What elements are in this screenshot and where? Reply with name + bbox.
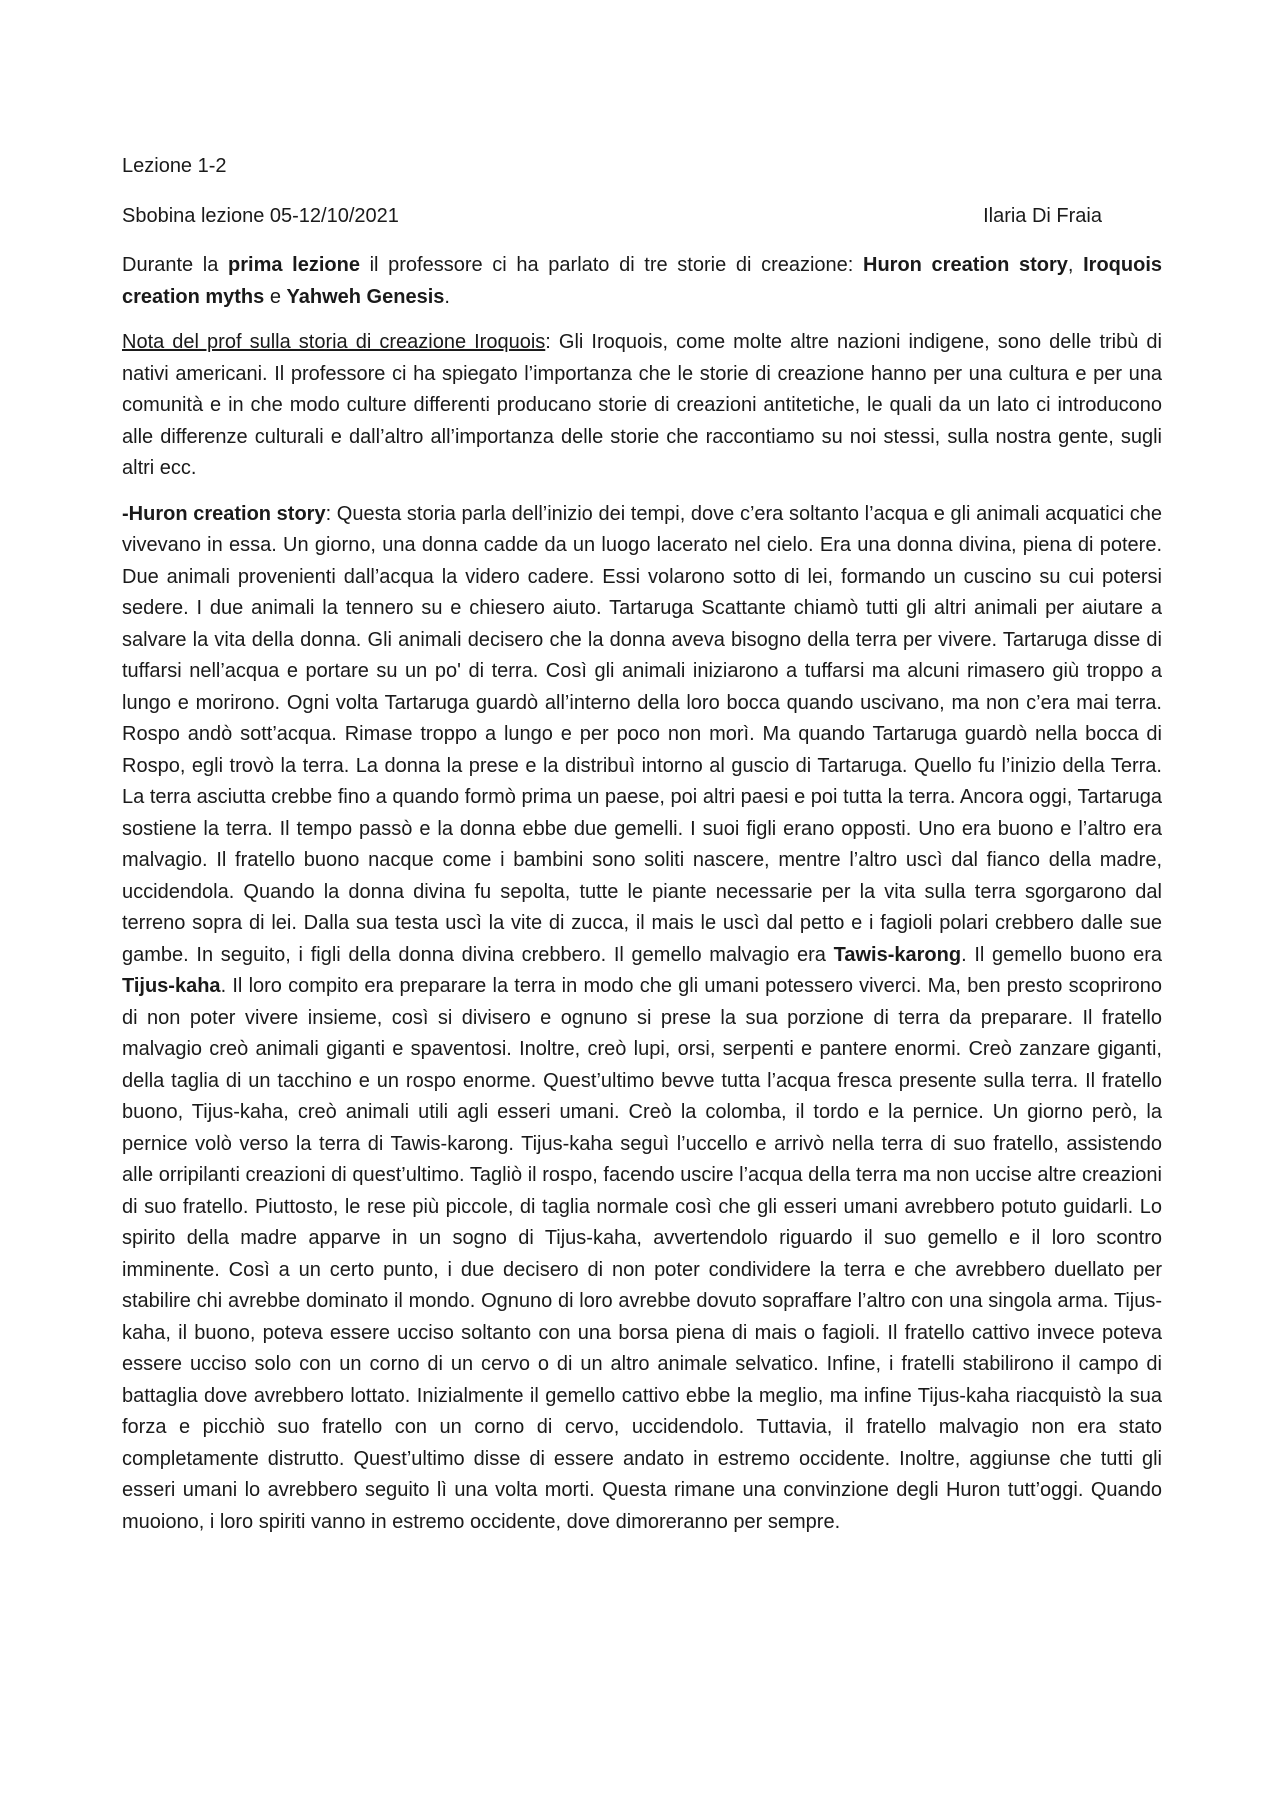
huron-heading: -Huron creation story xyxy=(122,502,326,525)
huron-bold-tijus-kaha: Tijus-kaha xyxy=(122,975,221,997)
intro-text-5: . xyxy=(444,285,450,308)
lesson-title: Lezione 1-2 xyxy=(122,155,227,177)
intro-text-2: il professore ci ha parlato di tre storie di creazione: xyxy=(359,254,864,276)
intro-text-4: e xyxy=(264,285,287,308)
note-label: Nota del prof sulla storia di creazione Iroquois xyxy=(122,331,546,353)
note-text: : Gli Iroquois, come molte altre nazioni indigene, sono delle tribù di nativi americani. Il professore ci ha spiegato l’importanza che le storie di creazione hanno per una cultura e per una comunità e in che modo culture differenti producano storie di creazioni antitetiche, le quali da un lato ci introducono alle differenze culturali e dall’altro all’importanza delle storie che raccontiamo su noi stessi, sulla nostra gente, sugli altri ecc. xyxy=(122,331,1162,479)
intro-bold-yahweh: Yahweh Genesis xyxy=(286,285,445,308)
intro-bold-iroquois: Iroquois creation myths xyxy=(122,254,1163,308)
note-paragraph xyxy=(122,327,1162,485)
intro-paragraph xyxy=(122,250,1162,313)
huron-bold-tawis-karong: Tawis-karong xyxy=(833,943,962,966)
document-body xyxy=(122,151,1162,1552)
intro-bold-prima-lezione: prima lezione xyxy=(228,254,360,276)
header-row xyxy=(122,201,1162,233)
lesson-subtitle: Sbobina lezione 05-12/10/2021 xyxy=(122,204,399,227)
huron-text-3: . Il loro compito era preparare la terra in modo che gli umani potessero viverci. Ma, ben presto scoprirono di non poter vivere insieme, così si divisero e ognuno si prese la sua porzione di terra da preparare. Il fratello malvagio creò animali giganti e spaventosi. Inoltre, creò lupi, orsi, serpenti e pantere enormi. Creò zanzare giganti, della taglia di un tacchino e un rospo enorme. Quest’ultimo bevve tutta l’acqua fresca presente sulla terra. Il fratello buono, Tijus-kaha, creò animali utili agli esseri umani. Creò la colomba, il tordo e la pernice. Un giorno però, la pernice volò verso la terra di Tawis-karong. Tijus-kaha seguì l’uccello e arrivò nella terra di suo fratello, assistendo alle orripilanti creazioni di quest’ultimo. Tagliò il rospo, facendo uscire l’acqua della terra ma non uccise altre creazioni di suo fratello. Piuttosto, le rese più piccole, di taglia normale così che gli esseri umani avrebbero potuto guidarli. Lo spirito della madre apparve in un sogno di Tijus-kaha, avvertendolo riguardo il suo gemello e il loro scontro imminente. Così a un certo punto, i due decisero di non poter condividere la terra e che avrebbero duellato per stabilire chi avrebbe dominato il mondo. Ognuno di loro avrebbe dovuto sopraffare l’altro con una singola arma. Tijus-kaha, il buono, poteva essere ucciso soltanto con una borsa piena di mais o fagioli. Il fratello cattivo invece poteva essere ucciso solo con un corno di un cervo o di un altro animale selvatico. Infine, i fratelli stabilirono il campo di battaglia dove avrebbero lottato. Inizialmente il gemello cattivo ebbe la meglio, ma infine Tijus-kaha riacquistò la sua forza e picchiò suo fratello con un corno di cervo, uccidendolo. Tuttavia, il fratello malvagio non era stato completamente distrutto. Quest’ultimo disse di essere andato in estremo occidente. Inoltre, aggiunse che tutti gli esseri umani lo avrebbero seguito lì una volta morti. Questa rimane una convinzione degli Huron tutt’oggi. Quando muoiono, i loro spiriti vanno in estremo occidente, dove dimoreranno per sempre. xyxy=(122,975,1162,1533)
intro-text-1: Durante la xyxy=(122,254,229,276)
intro-bold-huron: Huron creation story xyxy=(863,254,1068,276)
intro-text-3: , xyxy=(1067,254,1084,276)
huron-text-2: . Il gemello buono era xyxy=(961,943,1163,966)
author-name: Ilaria Di Fraia xyxy=(983,204,1102,227)
huron-text-1: : Questa storia parla dell’inizio dei tempi, dove c’era soltanto l’acqua e gli animali acquatici che vivevano in essa. Un giorno, una donna cadde da un luogo lacerato nel cielo. Era una donna divina, piena di potere. Due animali provenienti dall’acqua la videro cadere. Essi volarono sotto di lei, formando un cuscino su cui potersi sedere. I due animali la tennero su e chiesero aiuto. Tartaruga Scattante chiamò tutti gli altri animali per aiutare a salvare la vita della donna. Gli animali decisero che la donna aveva bisogno della terra per vivere. Tartaruga disse di tuffarsi nell’acqua e portare su un po' di terra. Così gli animali iniziarono a tuffarsi ma alcuni rimasero giù troppo a lungo e morirono. Ogni volta Tartaruga guardò all’interno della loro bocca quando uscivano, ma non c’era mai terra. Rospo andò sott’acqua. Rimase troppo a lungo e per poco non morì. Ma quando Tartaruga guardò nella bocca di Rospo, egli trovò la terra. La donna la prese e la distribuì intorno al guscio di Tartaruga. Quello fu l’inizio della Terra. La terra asciutta crebbe fino a quando formò prima un paese, poi altri paesi e poi tutta la terra. Ancora oggi, Tartaruga sostiene la terra. Il tempo passò e la donna ebbe due gemelli. I suoi figli erano opposti. Uno era buono e l’altro era malvagio. Il fratello buono nacque come i bambini sono soliti nascere, mentre l’altro uscì dal fianco della madre, uccidendola. Quando la donna divina fu sepolta, tutte le piante necessarie per la vita sulla terra sgorgarono dal terreno sopra di lei. Dalla sua testa uscì la vite di zucca, il mais le uscì dal petto e i fagioli polari crebbero dalle sue gambe. In seguito, i figli della donna divina crebbero. Il gemello malvagio era xyxy=(122,502,1163,966)
huron-paragraph xyxy=(122,499,1162,1539)
